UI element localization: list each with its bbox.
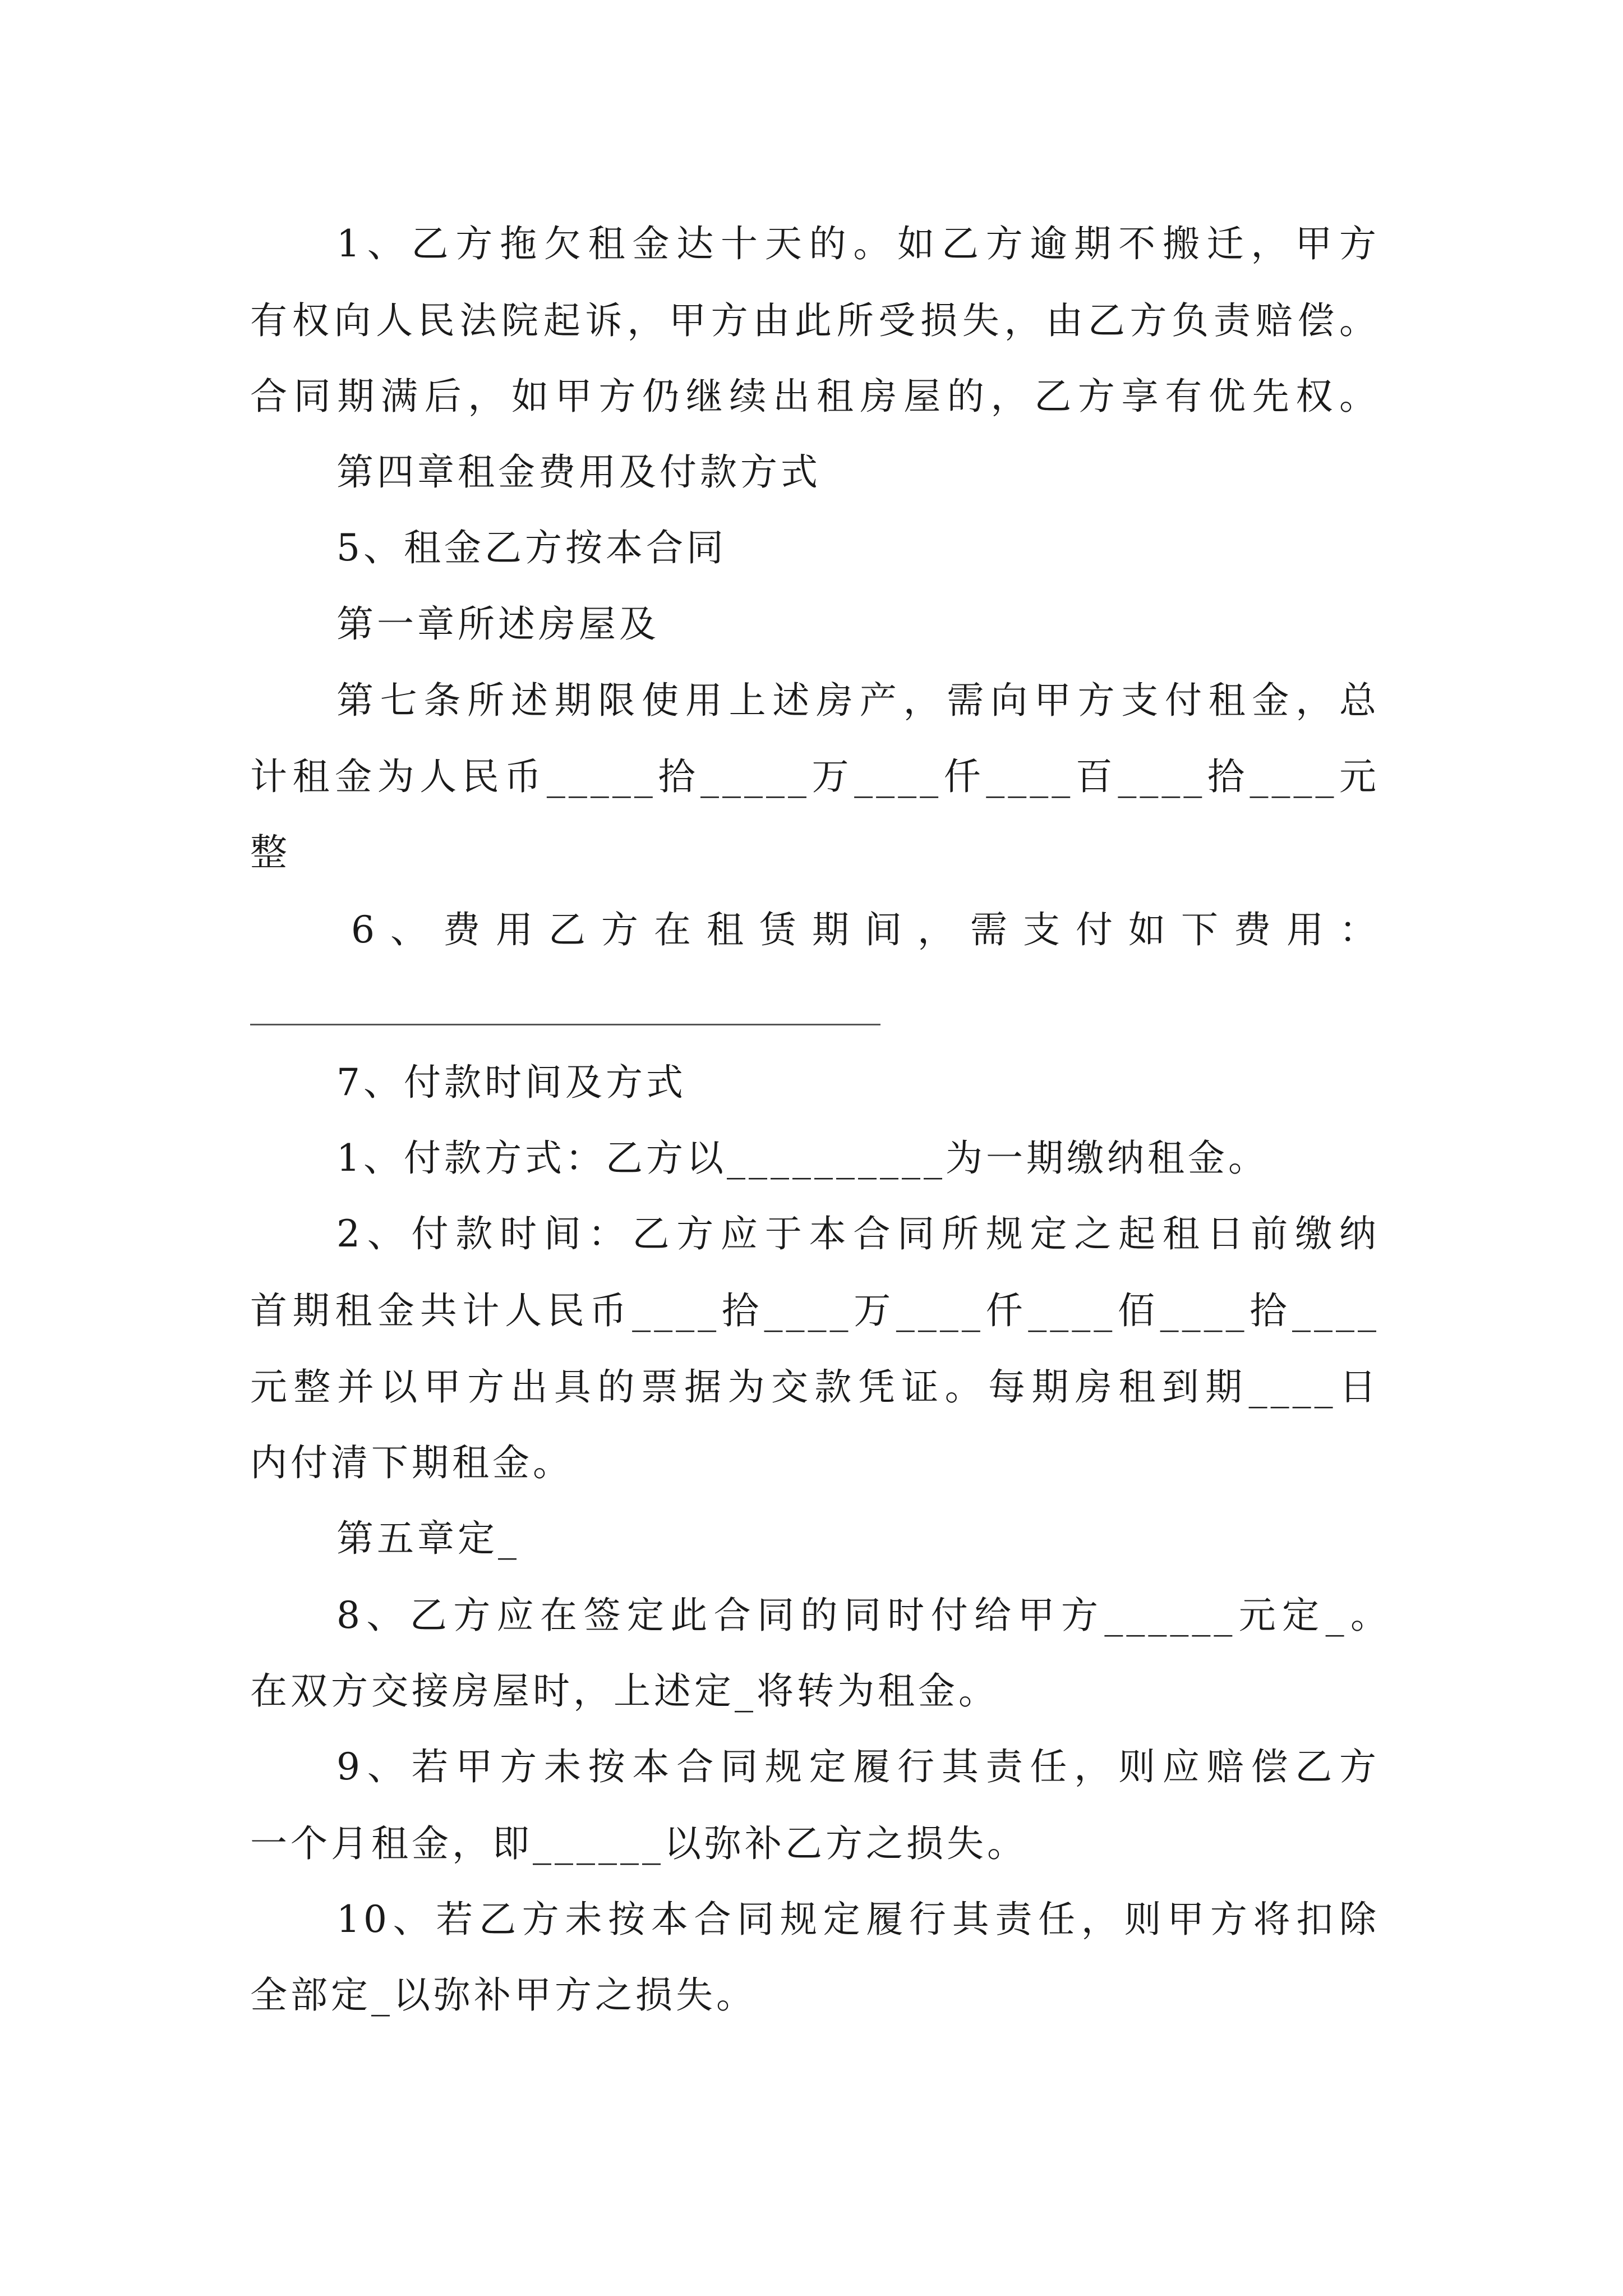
paragraph-line: 元整并以甲方出具的票据为交款凭证。每期房租到期____日 xyxy=(250,1365,1380,1409)
paragraph-line: 全部定_以弥补甲方之损失。 xyxy=(250,1973,757,2017)
chapter-heading: 第四章租金费用及付款方式 xyxy=(336,450,821,494)
paragraph-line: 8、乙方应在签定此合同的同时付给甲方______元定_。 xyxy=(336,1594,1391,1637)
chapter-heading: 第一章所述房屋及 xyxy=(336,602,660,646)
paragraph-line: 5、租金乙方按本合同 xyxy=(336,526,727,569)
paragraph-line: 计租金为人民币_____拾_____万____仟____百____拾____元 xyxy=(250,755,1380,798)
paragraph-line: 1、付款方式：乙方以__________为一期缴纳租金。 xyxy=(336,1137,1269,1180)
section-heading: 7、付款时间及方式 xyxy=(336,1061,686,1104)
paragraph-line: 内付清下期租金。 xyxy=(250,1441,573,1484)
paragraph-line: 首期租金共计人民币____拾____万____仟____佰____拾____ xyxy=(250,1289,1380,1332)
paragraph-line: 10、若乙方未按本合同规定履行其责任，则甲方将扣除 xyxy=(336,1898,1380,1941)
paragraph-line: 在双方交接房屋时，上述定_将转为租金。 xyxy=(250,1669,999,1713)
paragraph-line: 6、费用乙方在租赁期间，需支付如下费用： xyxy=(351,908,1380,951)
paragraph-line: 整 xyxy=(250,831,291,874)
blank-fill-line xyxy=(250,1024,880,1025)
paragraph-line: 1、乙方拖欠租金达十天的。如乙方逾期不搬迁，甲方 xyxy=(336,222,1380,265)
paragraph-line: 合同期满后，如甲方仍继续出租房屋的，乙方享有优先权。 xyxy=(250,375,1380,418)
chapter-heading: 第五章定_ xyxy=(336,1517,520,1560)
paragraph-line: 9、若甲方未按本合同规定履行其责任，则应赔偿乙方 xyxy=(336,1745,1380,1788)
paragraph-line: 第七条所述期限使用上述房产，需向甲方支付租金，总 xyxy=(336,679,1380,722)
paragraph-line: 有权向人民法院起诉，甲方由此所受损失，由乙方负责赔偿。 xyxy=(250,299,1380,342)
paragraph-line: 一个月租金，即______以弥补乙方之损失。 xyxy=(250,1822,1027,1865)
paragraph-line: 2、付款时间：乙方应于本合同所规定之起租日前缴纳 xyxy=(336,1212,1380,1255)
